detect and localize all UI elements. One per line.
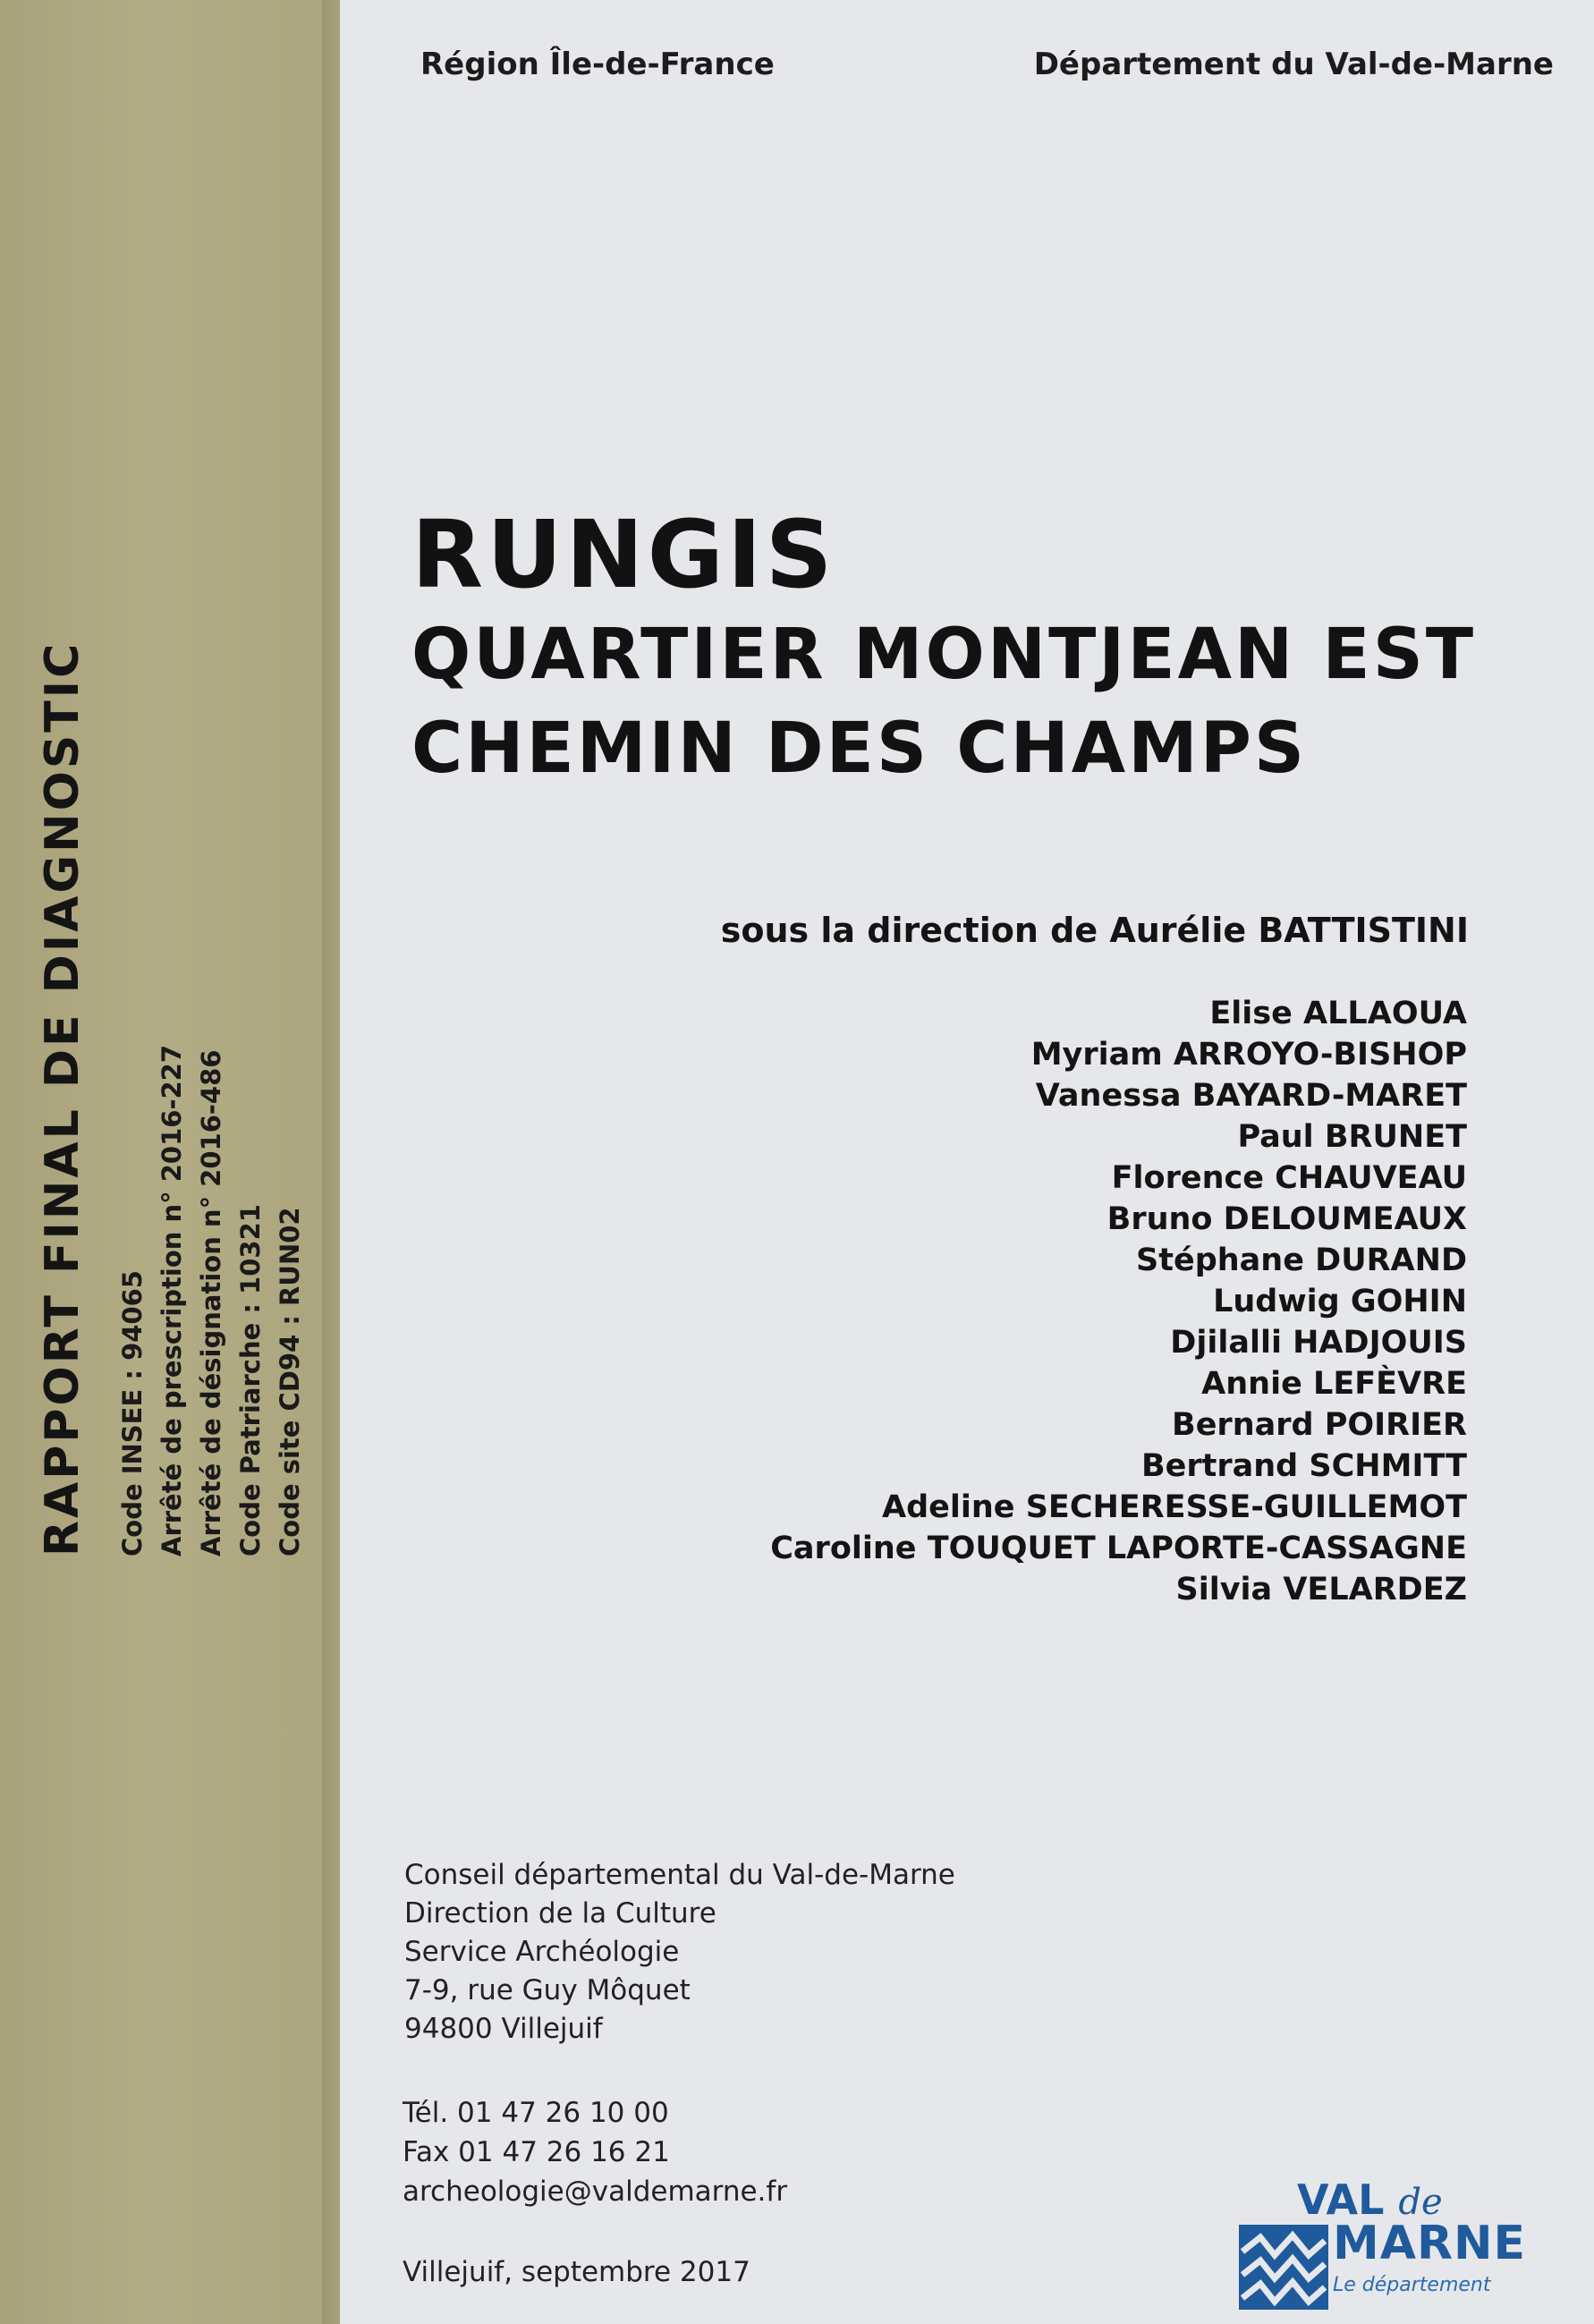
address-line: Conseil départemental du Val-de-Marne — [404, 1859, 955, 1891]
title-block — [411, 501, 1476, 796]
author-item: Caroline TOUQUET LAPORTE-CASSAGNE — [770, 1531, 1467, 1566]
code-insee: Code INSEE : 94065 — [117, 1270, 148, 1556]
author-item: Florence CHAUVEAU — [1111, 1160, 1467, 1196]
address-line: 7-9, rue Guy Môquet — [404, 1974, 691, 2006]
author-item: Bruno DELOUMEAUX — [1106, 1201, 1467, 1237]
logo-val: VAL — [1297, 2176, 1385, 2224]
publisher-address — [404, 1856, 955, 2048]
title-line-3: CHEMIN DES CHAMPS — [411, 708, 1308, 789]
author-item: Bertrand SCHMITT — [1140, 1448, 1467, 1484]
logo-marne: MARNE — [1333, 2217, 1527, 2270]
author-item: Bernard POIRIER — [1172, 1407, 1467, 1443]
logo-tagline: Le département — [1333, 2274, 1491, 2296]
author-item: Djilalli HADJOUIS — [1170, 1325, 1467, 1361]
author-item: Annie LEFÈVRE — [1201, 1366, 1467, 1402]
author-item: Vanessa BAYARD-MARET — [1035, 1078, 1467, 1114]
title-main: RUNGIS — [411, 500, 836, 609]
spine-edge-shadow — [322, 0, 340, 2324]
author-list — [770, 993, 1467, 1610]
spine-codes — [113, 215, 309, 1556]
title-line-2: QUARTIER MONTJEAN EST — [411, 615, 1477, 695]
author-item: Stéphane DURAND — [1136, 1243, 1467, 1278]
code-prescription: Arrêté de prescription n° 2016-227 — [157, 1044, 187, 1556]
direction-line: sous la direction de Aurélie BATTISTINI — [720, 911, 1469, 950]
address-line: 94800 Villejuif — [404, 2013, 603, 2045]
email-address: archeologie@valdemarne.fr — [403, 2176, 788, 2208]
author-item: Adeline SECHERESSE-GUILLEMOT — [882, 1489, 1467, 1525]
address-line: Service Archéologie — [404, 1936, 680, 1968]
author-item: Myriam ARROYO-BISHOP — [1030, 1037, 1467, 1073]
code-site: Code site CD94 : RUN02 — [275, 1207, 305, 1556]
header-department: Département du Val-de-Marne — [1033, 47, 1554, 82]
spine-text-block — [27, 215, 309, 1556]
wave-mark-icon — [1239, 2225, 1328, 2310]
code-patriarche: Code Patriarche : 10321 — [235, 1204, 266, 1556]
report-spine — [0, 0, 340, 2324]
fax-number: Fax 01 47 26 16 21 — [403, 2136, 670, 2168]
address-line: Direction de la Culture — [404, 1897, 716, 1930]
author-item: Silvia VELARDEZ — [1175, 1572, 1467, 1607]
logo-de: de — [1398, 2182, 1443, 2223]
place-date: Villejuif, septembre 2017 — [403, 2256, 750, 2288]
spine-title: RAPPORT FINAL DE DIAGNOSTIC — [36, 640, 89, 1556]
phone-number: Tél. 01 47 26 10 00 — [403, 2097, 669, 2129]
header-region: Région Île-de-France — [420, 47, 775, 82]
val-de-marne-logo — [1239, 2176, 1534, 2310]
contact-block — [403, 2093, 787, 2211]
author-item: Paul BRUNET — [1237, 1119, 1467, 1155]
author-item: Ludwig GOHIN — [1213, 1284, 1467, 1319]
author-item: Elise ALLAOUA — [1209, 996, 1467, 1031]
code-designation: Arrêté de désignation n° 2016-486 — [196, 1049, 226, 1556]
